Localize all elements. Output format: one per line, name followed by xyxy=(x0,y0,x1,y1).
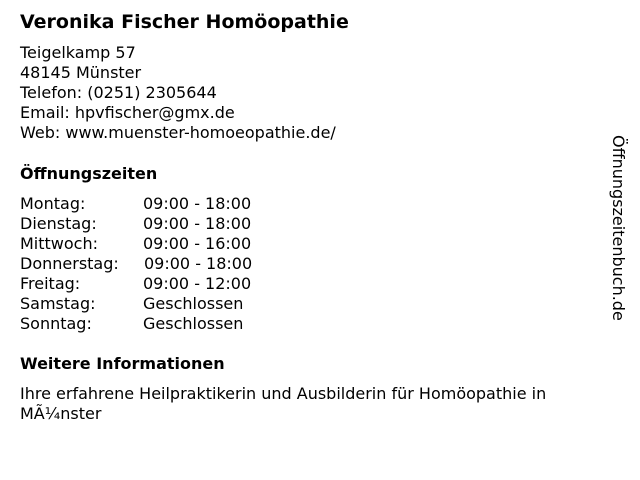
day-label: Samstag: xyxy=(20,294,96,313)
street-address: Teigelkamp 57 xyxy=(20,43,136,62)
city-address: 48145 Münster xyxy=(20,63,142,82)
hours-row-saturday xyxy=(20,294,320,314)
hours-row-thursday xyxy=(20,254,320,274)
hours-row-tuesday xyxy=(20,214,320,234)
business-name: Veronika Fischer Homöopathie xyxy=(20,11,349,33)
day-label: Sonntag: xyxy=(20,314,92,333)
day-label: Dienstag: xyxy=(20,214,97,233)
website: Web: www.muenster-homoeopathie.de/ xyxy=(20,123,336,142)
day-label: Donnerstag: xyxy=(20,254,119,273)
opening-hours-table xyxy=(20,194,320,334)
hours-row-monday xyxy=(20,194,320,214)
time-value: 09:00 - 18:00 xyxy=(143,214,252,233)
time-value: 09:00 - 18:00 xyxy=(143,194,252,213)
hours-row-wednesday xyxy=(20,234,320,254)
hours-row-friday xyxy=(20,274,320,294)
hours-row-sunday xyxy=(20,314,320,334)
day-label: Freitag: xyxy=(20,274,81,293)
opening-hours-heading: Öffnungszeiten xyxy=(20,164,158,183)
phone-number: Telefon: (0251) 2305644 xyxy=(20,83,217,102)
time-value: 09:00 - 18:00 xyxy=(144,254,253,273)
more-info-text: Ihre erfahrene Heilpraktikerin und Ausbilderin für Homöopathie in MÃ¼nster xyxy=(20,384,547,423)
brand-watermark: Öffnungszeitenbuch.de xyxy=(609,135,628,321)
contact-block xyxy=(20,43,336,143)
time-value: 09:00 - 12:00 xyxy=(143,274,252,293)
time-value: 09:00 - 16:00 xyxy=(143,234,252,253)
time-value: Geschlossen xyxy=(143,294,244,313)
day-label: Mittwoch: xyxy=(20,234,98,253)
time-value: Geschlossen xyxy=(143,314,244,333)
day-label: Montag: xyxy=(20,194,86,213)
more-info-heading: Weitere Informationen xyxy=(20,354,225,373)
email-address: Email: hpvfischer@gmx.de xyxy=(20,103,235,122)
